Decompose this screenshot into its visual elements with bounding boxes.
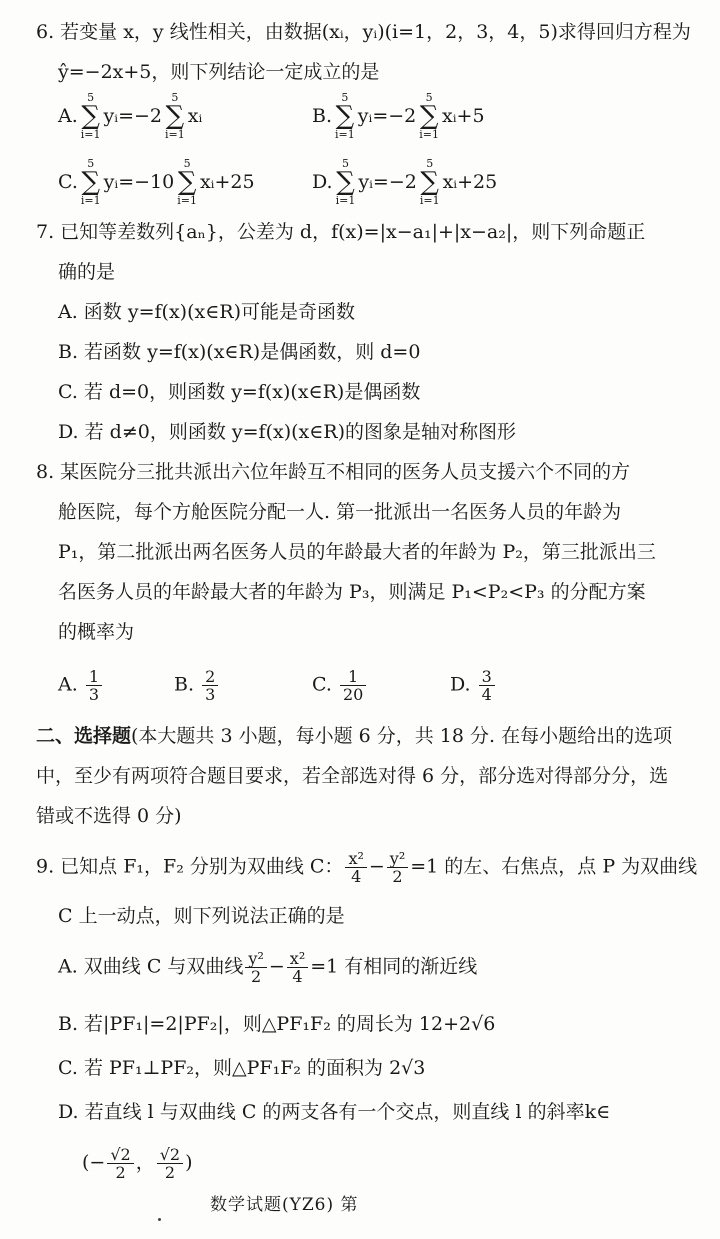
q7-option-b: B. 若函数 y=f(x)(x∈R)是偶函数，则 d=0	[58, 341, 421, 363]
scan-speck	[158, 1218, 161, 1221]
q8-option-c	[312, 668, 368, 703]
q6-option-b	[312, 92, 485, 140]
q6-option-a	[58, 92, 202, 140]
q8-stem-line2: 舱医院，每个方舱医院分配一人. 第一批派出一名医务人员的年龄为	[58, 501, 622, 523]
q9-option-d-line1: D. 若直线 l 与双曲线 C 的两支各有一个交点，则直线 l 的斜率k∈	[58, 1101, 611, 1123]
q6-option-d	[312, 158, 497, 206]
sum-term: yᵢ	[103, 171, 119, 193]
paren-close: )	[185, 1151, 193, 1174]
q9-option-a	[58, 950, 477, 985]
sigma-symbol: 5 ∑ i=1	[419, 91, 439, 141]
q8-option-d	[450, 668, 497, 703]
section2-line2: 中，至少有两项符合题目要求，若全部选对得 6 分，部分选对得部分分，选	[36, 765, 669, 787]
option-label: B.	[312, 105, 333, 127]
q9-option-d-line2	[82, 1146, 193, 1181]
page-footer: 数学试题(YZ6) 第	[210, 1195, 359, 1215]
q9-option-b: B. 若|PF₁|=2|PF₂|，则△PF₁F₂ 的周长为 12+2√6	[58, 1013, 496, 1035]
q8-stem-line3: P₁，第二批派出两名医务人员的年龄最大者的年龄为 P₂，第三批派出三	[58, 541, 656, 563]
option-text: A. 双曲线 C 与双曲线	[58, 955, 244, 978]
relation: =−2	[372, 171, 417, 193]
comma: ，	[135, 1151, 155, 1174]
sigma-symbol: 5 ∑ i=1	[80, 91, 101, 141]
fraction: $\frac{\text{x²}}{4}$	[345, 850, 366, 885]
fraction: $\frac{\text{y²}}{2}$	[387, 850, 408, 885]
fraction: $\frac{√2}{2}$	[107, 1146, 133, 1181]
sum-term: xᵢ	[441, 105, 457, 127]
option-label: C.	[58, 171, 78, 193]
q6-stem-line1: 6. 若变量 x，y 线性相关，由数据(xᵢ，yᵢ)(i=1，2，3，4，5)求得回归方程为	[36, 21, 691, 43]
sigma-symbol: 5 ∑ i=1	[419, 157, 440, 207]
sigma-symbol: 5 ∑ i=1	[335, 157, 356, 207]
sum-term: xᵢ	[187, 105, 203, 127]
sigma-symbol: 5 ∑ i=1	[177, 157, 197, 207]
fraction: $\frac{\text{x²}}{4}$	[287, 950, 308, 985]
fraction: $\frac{2}{3}$	[202, 668, 218, 703]
option-label: A.	[58, 673, 78, 696]
q7-stem-line2: 确的是	[58, 261, 116, 283]
relation: =−2	[372, 105, 417, 127]
q8-option-b	[174, 668, 220, 703]
section-instructions: (本大题共 3 小题，每小题 6 分，共 18 分. 在每小题给出的选项	[131, 725, 673, 747]
tail-term: +25	[457, 171, 498, 193]
sigma-symbol: 5 ∑ i=1	[335, 91, 355, 141]
option-label: D.	[312, 171, 333, 193]
section2-line1	[36, 722, 672, 750]
relation: =−2	[118, 105, 162, 127]
q9-option-c: C. 若 PF₁⊥PF₂，则△PF₁F₂ 的面积为 2√3	[58, 1057, 426, 1079]
section2-line3: 错或不选得 0 分)	[36, 805, 182, 827]
fraction: $\frac{1}{3}$	[86, 668, 102, 703]
q7-option-d: D. 若 d≠0，则函数 y=f(x)(x∈R)的图象是轴对称图形	[58, 421, 517, 443]
tail-term: +25	[214, 171, 255, 193]
minus-sign: −	[268, 955, 285, 978]
sigma-symbol: 5 ∑ i=1	[80, 157, 101, 207]
sum-term: yᵢ	[103, 105, 119, 127]
sum-term: yᵢ	[357, 105, 373, 127]
section-title: 二、选择题	[36, 725, 132, 747]
fraction: $\frac{\text{y²}}{2}$	[245, 950, 266, 985]
option-label: C.	[312, 673, 332, 696]
sum-term: xᵢ	[199, 171, 215, 193]
option-label: B.	[174, 673, 195, 696]
q7-stem-line1: 7. 已知等差数列{aₙ}，公差为 d，f(x)=|x−a₁|+|x−a₂|，则下列命题正	[36, 221, 646, 243]
paren-open: (−	[82, 1151, 106, 1174]
option-label: D.	[450, 673, 471, 696]
q9-stem-line2: C 上一动点，则下列说法正确的是	[58, 905, 345, 927]
q8-stem-line4: 名医务人员的年龄最大者的年龄为 P₃，则满足 P₁<P₂<P₃ 的分配方案	[58, 581, 646, 603]
tail-term: +5	[456, 105, 485, 127]
fraction: $\frac{3}{4}$	[479, 668, 495, 703]
stem-text: 9. 已知点 F₁，F₂ 分别为双曲线 C：	[36, 855, 344, 878]
q7-option-a: A. 函数 y=f(x)(x∈R)可能是奇函数	[58, 301, 355, 323]
minus-sign: −	[368, 855, 385, 878]
option-label: A.	[58, 105, 78, 127]
q7-option-c: C. 若 d=0，则函数 y=f(x)(x∈R)是偶函数	[58, 381, 421, 403]
stem-text: =1 的左、右焦点，点 P 为双曲线	[410, 855, 698, 878]
fraction: $\frac{1}{20}$	[340, 668, 366, 703]
q8-stem-line1: 8. 某医院分三批共派出六位年龄互不相同的医务人员支援六个不同的方	[36, 461, 631, 483]
sigma-symbol: 5 ∑ i=1	[165, 91, 185, 141]
fraction: $\frac{√2}{2}$	[157, 1146, 183, 1181]
q8-stem-line5: 的概率为	[58, 621, 135, 643]
option-text: =1 有相同的渐近线	[310, 955, 478, 978]
sum-term: yᵢ	[358, 171, 373, 193]
relation: =−10	[118, 171, 175, 193]
sum-term: xᵢ	[442, 171, 458, 193]
q9-stem-line1	[36, 850, 697, 885]
q8-option-a	[58, 668, 104, 703]
q6-option-c	[58, 158, 255, 206]
q6-stem-line2: ŷ=−2x+5，则下列结论一定成立的是	[58, 61, 380, 83]
